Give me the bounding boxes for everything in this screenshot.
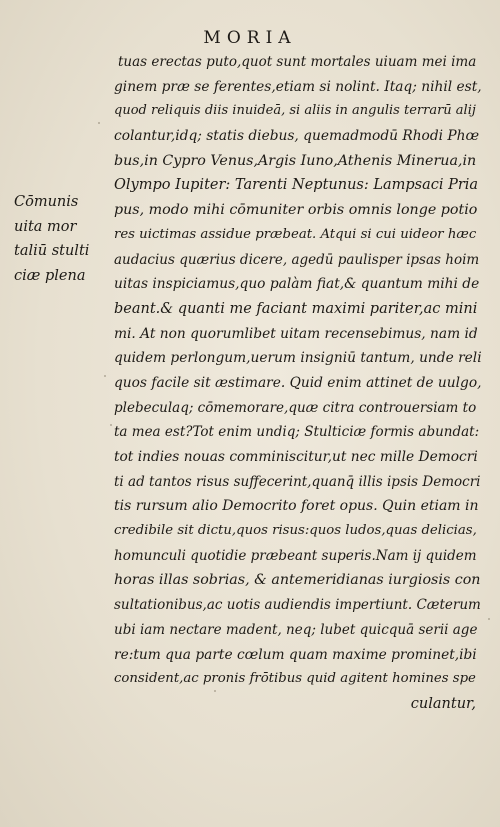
text-line: consident,ac pronis frōtibus quid agitent homines spe: [114, 671, 476, 687]
text-line: ubi iam nectare madent, neq; lubet quicquā serii age: [114, 621, 478, 638]
paper-speck: [214, 690, 216, 692]
text-line: quidem perlongum,uerum insigniū tantum, unde reli: [114, 350, 482, 367]
marginal-note-line: Cōmunis: [14, 194, 79, 210]
text-line: mi. At non quorumlibet uitam recensebimus, nam id: [114, 325, 478, 342]
marginal-note-line: ciæ plena: [14, 268, 86, 285]
marginal-note: [14, 190, 114, 289]
paper-speck: [98, 122, 100, 124]
text-line: uitas inspiciamus,quo palàm fiat,& quantum mihi de: [114, 276, 480, 293]
marginal-note-line: taliū stulti: [14, 243, 90, 260]
text-line: bus,in Cypro Venus,Argis Iuno,Athenis Minerua,in: [114, 152, 477, 169]
text-line: quod reliquis diis inuideā, si aliis in angulis terrarū alij: [114, 103, 476, 119]
paper-speck: [488, 618, 490, 620]
paper-speck: [110, 424, 112, 426]
text-line: res uictimas assidue præbeat. Atqui si cui uideor hæc: [114, 226, 477, 242]
text-line: Olympo Iupiter: Tarenti Neptunus: Lampsaci Pria: [114, 177, 479, 194]
text-line: ginem præ se ferentes,etiam si nolint. Itaq; nihil est,: [114, 78, 482, 95]
body-text: [114, 50, 482, 717]
text-line: beant.& quanti me faciant maximi pariter,ac mini: [114, 300, 478, 317]
text-line: re:tum qua parte cœlum quam maxime prominet,ibi: [114, 646, 477, 663]
text-line: colantur,idq; statis diebus, quemadmodū Rhodi Phœ: [114, 128, 480, 145]
text-line: plebeculaq; cōmemorare,quæ citra controuersiam to: [114, 399, 477, 416]
text-line: tot indies nouas comminiscitur,ut nec mille Democri: [114, 449, 478, 465]
running-head: MORIA: [203, 28, 297, 48]
text-line: homunculi quotidie præbeant superis.Nam ij quidem: [114, 547, 477, 564]
text-line: sultationibus,ac uotis audiendis impertiunt. Cæterum: [114, 597, 481, 614]
text-line: horas illas sobrias, & antemeridianas iurgiosis con: [114, 572, 481, 589]
text-line: tuas erectas puto,quot sunt mortales uiuam mei ima: [118, 54, 477, 70]
catchword: culantur,: [410, 695, 476, 712]
text-line: ta mea est?Tot enim undiq; Stulticiæ formis abundat:: [114, 424, 480, 441]
text-line: tis rursum alio Democrito foret opus. Quin etiam in: [114, 498, 479, 515]
text-line: credibile sit dictu,quos risus:quos ludos,quas delicias,: [114, 523, 477, 539]
paper-speck: [104, 375, 106, 377]
text-line: pus, modo mihi cōmuniter orbis omnis longe potio: [114, 202, 478, 219]
text-line: quos facile sit æstimare. Quid enim attinet de uulgo,: [114, 374, 482, 391]
text-line: audacius quærius dicere, agedū paulisper ipsas hoim: [114, 251, 480, 268]
marginal-note-line: uita mor: [14, 218, 77, 235]
text-line: ti ad tantos risus suffecerint,quanq̄ illis ipsis Democri: [114, 473, 481, 490]
